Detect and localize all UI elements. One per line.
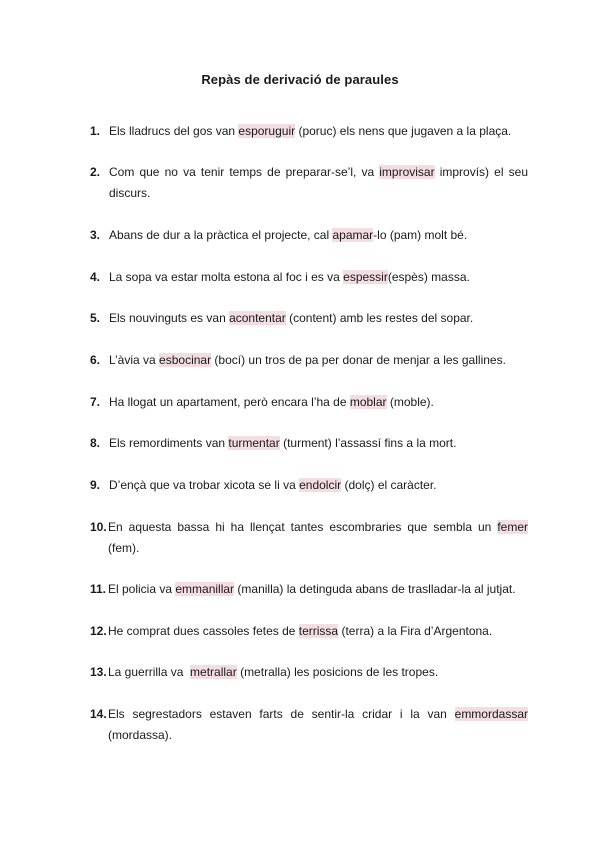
highlighted-word: acontentar <box>229 311 286 325</box>
exercise-item <box>90 392 528 413</box>
item-number: 8. <box>90 436 101 450</box>
exercise-item <box>90 267 528 288</box>
item-sentence: He comprat dues cassoles fetes de terrissa (terra) a la Fira d’Argentona. <box>108 624 493 638</box>
item-sentence: L’àvia va esbocinar (bocí) un tros de pa per donar de menjar a les gallines. <box>109 353 506 367</box>
item-sentence: La sopa va estar molta estona al foc i es va espessir(espès) massa. <box>109 270 470 284</box>
exercise-item <box>90 517 528 559</box>
exercise-item <box>90 579 528 600</box>
highlighted-word: emmordassar <box>454 707 528 721</box>
exercise-item <box>90 121 528 142</box>
item-number: 9. <box>90 478 101 492</box>
item-number: 14. <box>90 707 107 721</box>
item-sentence: Els remordiments van turmentar (turment) l’assassí fins a la mort. <box>109 436 457 450</box>
highlighted-word: esbocinar <box>159 353 212 367</box>
highlighted-word: esporuguir <box>238 124 296 138</box>
exercise-item <box>90 621 528 642</box>
page-title: Repàs de derivació de paraules <box>201 72 399 87</box>
item-number: 7. <box>90 395 101 409</box>
highlighted-word: metrallar <box>190 665 237 679</box>
exercise-item <box>90 225 528 246</box>
highlighted-word: apamar <box>332 228 374 242</box>
item-sentence: En aquesta bassa hi ha llençat tantes escombraries que sembla un femer (fem). <box>108 520 528 555</box>
item-sentence: Els segrestadors estaven farts de sentir-la cridar i la van emmordassar (mordassa). <box>108 707 528 742</box>
highlighted-word: emmanillar <box>175 582 235 596</box>
exercise-item <box>90 433 528 454</box>
item-number: 2. <box>90 165 101 179</box>
highlighted-word: espessir <box>343 270 388 284</box>
item-sentence: Els lladrucs del gos van esporuguir (poruc) els nens que jugaven a la plaça. <box>109 124 512 138</box>
item-number: 12. <box>90 624 107 638</box>
item-number: 4. <box>90 270 101 284</box>
exercise-item <box>90 350 528 371</box>
exercise-item <box>90 308 528 329</box>
exercise-item <box>90 704 528 746</box>
item-sentence: Ha llogat un apartament, però encara l’ha de moblar (moble). <box>109 395 434 409</box>
item-sentence: Els nouvinguts es van acontentar (content) amb les restes del sopar. <box>109 311 474 325</box>
highlighted-word: turmentar <box>228 436 280 450</box>
item-sentence: D’ençà que va trobar xicota se li va endolcir (dolç) el caràcter. <box>109 478 437 492</box>
item-sentence: Abans de dur a la pràctica el projecte, cal apamar-lo (pam) molt bé. <box>109 228 468 242</box>
item-sentence: El policia va emmanillar (manilla) la detinguda abans de traslladar-la al jutjat. <box>108 582 516 596</box>
item-number: 10. <box>90 520 107 534</box>
exercise-item <box>90 162 528 204</box>
exercise-item <box>90 662 528 683</box>
highlighted-word: improvisar <box>379 165 435 179</box>
highlighted-word: terrissa <box>298 624 339 638</box>
highlighted-word: endolcir <box>299 478 342 492</box>
item-number: 11. <box>90 582 107 596</box>
item-number: 5. <box>90 311 101 325</box>
highlighted-word: femer <box>497 520 528 534</box>
item-number: 6. <box>90 353 101 367</box>
highlighted-word: moblar <box>349 395 387 409</box>
item-number: 3. <box>90 228 101 242</box>
item-number: 1. <box>90 124 101 138</box>
item-sentence: Com que no va tenir temps de preparar-se’l, va improvisar improvís) el seu discurs. <box>109 165 528 200</box>
item-number: 13. <box>90 665 107 679</box>
item-sentence: La guerrilla va metrallar (metralla) les posicions de les tropes. <box>108 665 439 679</box>
exercise-item <box>90 475 528 496</box>
